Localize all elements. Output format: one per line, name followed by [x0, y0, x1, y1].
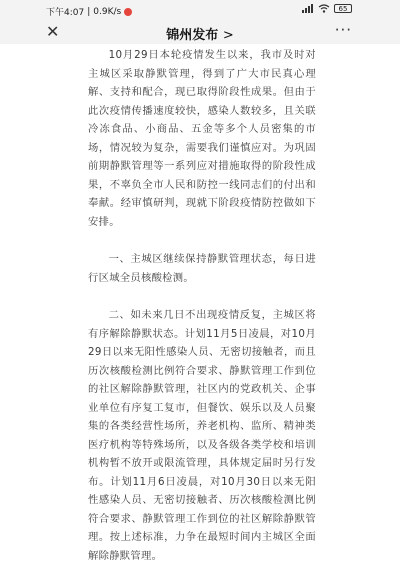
status-time: 下午4:07: [46, 8, 85, 18]
status-bar: [0, 0, 400, 20]
article-paragraph: 10月29日本轮疫情发生以来，我市及时对主城区采取静默管理，得到了广大市民真心理解、支持和配合，现已取得阶段性成果。但由于此次疫情传播速度较快，感染人数较多，且关联冷冻食品、小商品、五金等多个人员密集的市场，情况较为复杂，需要我们谨慎应对。为巩固前期静默管理等一系列应对措施取得的阶段性成果，不辜负全市人民和防控一线同志们的付出和奉献。经审慎研判，现就下阶段疫情防控做如下安排。: [88, 49, 316, 228]
article-body: [88, 46, 316, 565]
status-right: [302, 4, 352, 13]
article-paragraph: 一、主城区继续保持静默管理状态，每日进行区域全员核酸检测。: [88, 253, 316, 284]
battery-icon: 65: [334, 4, 352, 13]
account-name: 锦州发布: [166, 28, 219, 43]
status-left: [46, 5, 132, 18]
article-paragraph: 二、如未来几日不出现疫情反复，主城区将有序解除静默状态。计划11月5日凌晨，对10月29日以来无阳性感染人员、无密切接触者，而且历次核酸检测比例符合要求、静默管理工作到位的社区解除静默管理，社区内的党政机关、企事业单位有序复工复市，但餐饮、娱乐以及人员聚集的各类经营性场所，养老机构、监所、精神类医疗机构等特殊场所，以及各级各类学校和培训机构暂不放开或限流管理，具体规定届时另行发布。计划11月6日凌晨，对10月30日以来无阳性感染人员、无密切接触者、历次核酸检测比例符合要求、静默管理工作到位的社区解除静默管理。按上述标准，力争在最短时间内主城区全面解除静默管理。: [88, 309, 316, 562]
signal-icon: [302, 4, 314, 13]
paragraph-gap: [88, 231, 316, 250]
chevron-right-icon: >: [222, 28, 234, 43]
status-divider: |: [87, 6, 91, 17]
nav-bar: [0, 20, 400, 44]
status-network-speed: 0.9K/s: [93, 6, 122, 17]
notification-dot-icon: [124, 8, 132, 16]
more-options-icon[interactable]: ···: [334, 21, 352, 39]
close-icon[interactable]: ✕: [46, 22, 60, 41]
wifi-icon: [318, 4, 330, 13]
paragraph-gap: [88, 287, 316, 306]
